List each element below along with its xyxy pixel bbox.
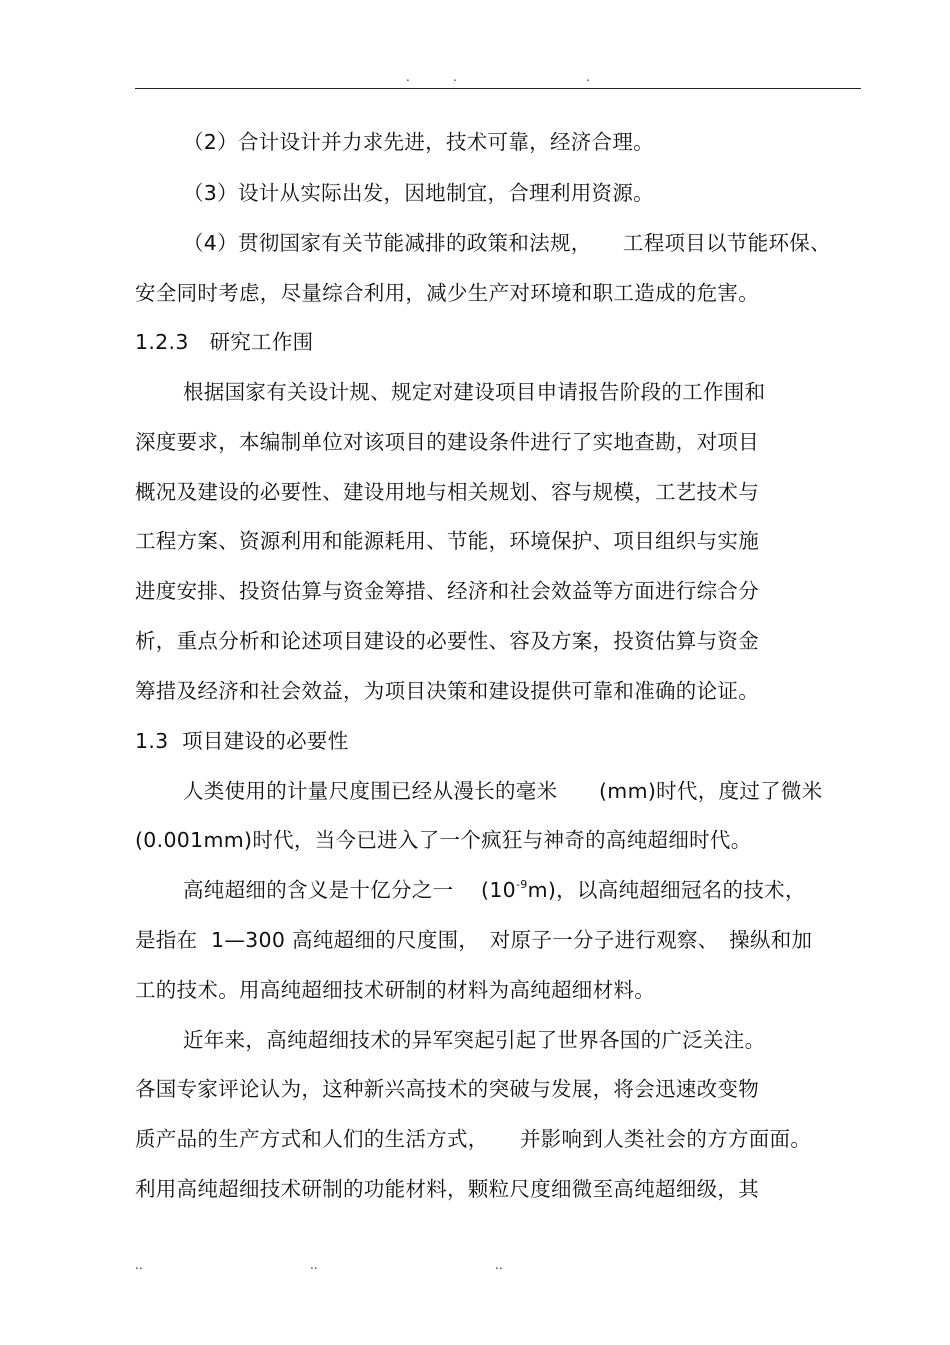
header-rule [135, 88, 861, 89]
paragraph-line: （3）设计从实际出发，因地制宜，合理利用资源。 [183, 181, 654, 205]
paragraph-line: (0.001mm)时代，当今已进入了一个疯狂与神奇的高纯超细时代。 [135, 828, 752, 852]
header-marks [0, 70, 950, 84]
footer-marks [0, 1258, 950, 1272]
paragraph-line: 近年来，高纯超细技术的异军突起引起了世界各国的广泛关注。 [183, 1028, 766, 1052]
section-heading: 1.3 项目建设的必要性 [135, 729, 349, 753]
paragraph-line: （4）贯彻国家有关节能减排的政策和法规， 工程项目以节能环保、 [183, 231, 831, 255]
paragraph-line: 利用高纯超细技术研制的功能材料，颗粒尺度细微至高纯超细级，其 [135, 1177, 759, 1201]
paragraph-line: 进度安排、投资估算与资金筹措、经济和社会效益等方面进行综合分 [135, 579, 759, 603]
section-heading: 1.2.3 研究工作围 [135, 330, 314, 354]
footer-mark: .. [310, 1258, 318, 1272]
paragraph-line: 工程方案、资源利用和能源耗用、节能，环境保护、项目组织与实施 [135, 529, 759, 553]
header-mark: . [453, 70, 457, 84]
paragraph-line: 深度要求，本编制单位对该项目的建设条件进行了实地查勘，对项目 [135, 430, 759, 454]
text-segment: 高纯超细的含义是十亿分之一 (10 [183, 878, 516, 902]
paragraph-line: （2）合计设计并力求先进，技术可靠，经济合理。 [183, 130, 654, 154]
paragraph-line: 安全同时考虑，尽量综合利用，减少生产对环境和职工造成的危害。 [135, 281, 759, 305]
paragraph-line: 根据国家有关设计规、规定对建设项目申请报告阶段的工作围和 [183, 380, 766, 404]
superscript: -9 [516, 878, 528, 891]
footer-mark: .. [135, 1258, 143, 1272]
header-mark: . [586, 70, 590, 84]
footer-mark: .. [495, 1258, 503, 1272]
paragraph-line: 概况及建设的必要性、建设用地与相关规划、容与规模，工艺技术与 [135, 480, 759, 504]
paragraph-line: 析，重点分析和论述项目建设的必要性、容及方案，投资估算与资金 [135, 629, 759, 653]
text-segment: m)，以高纯超细冠名的技术， [527, 878, 806, 902]
paragraph-line: 工的技术。用高纯超细技术研制的材料为高纯超细材料。 [135, 978, 655, 1002]
header-mark: . [406, 70, 410, 84]
paragraph-line: 人类使用的计量尺度围已经从漫长的毫米 (mm)时代，度过了微米 [183, 779, 823, 803]
paragraph-line: 是指在 1—300 高纯超细的尺度围， 对原子一分子进行观察、 操纵和加 [135, 928, 813, 952]
paragraph-line: 质产品的生产方式和人们的生活方式， 并影响到人类社会的方方面面。 [135, 1127, 812, 1151]
paragraph-line: 筹措及经济和社会效益，为项目决策和建设提供可靠和准确的论证。 [135, 679, 759, 703]
paragraph-line [183, 876, 806, 908]
paragraph-line: 各国专家评论认为，这种新兴高技术的突破与发展，将会迅速改变物 [135, 1077, 759, 1101]
